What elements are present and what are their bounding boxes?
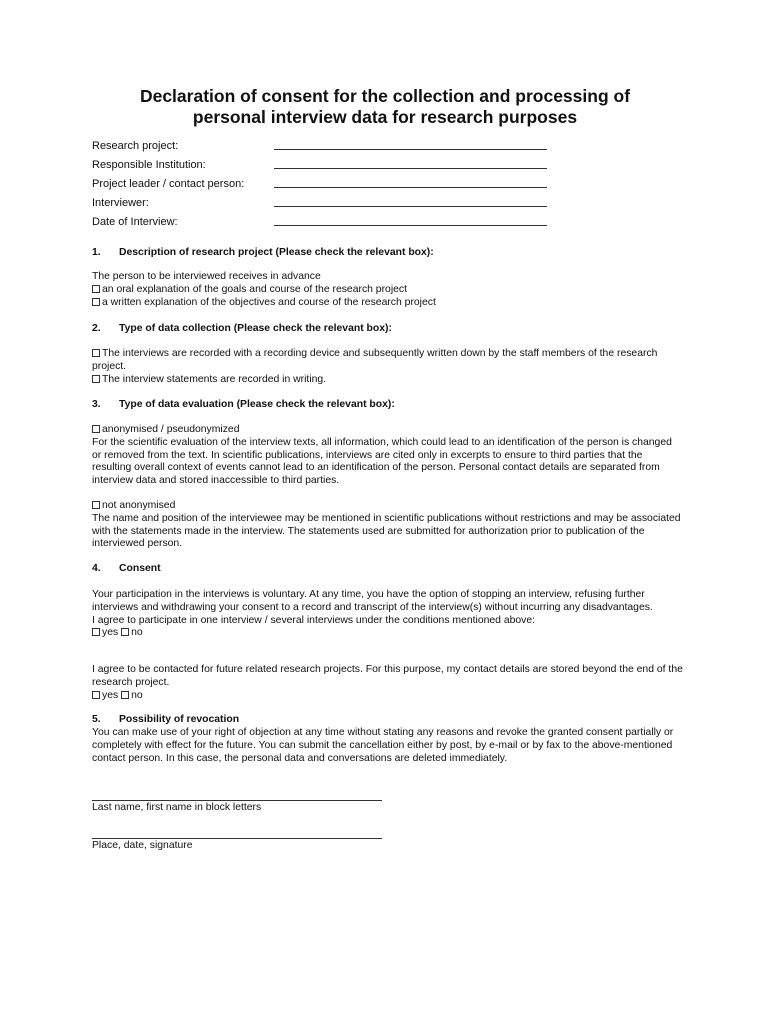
- blank-line[interactable]: [274, 225, 547, 226]
- option-label: not anonymised: [102, 500, 176, 511]
- option-label: an oral explanation of the goals and course of the research project: [102, 283, 407, 295]
- section-4-contact-body: [92, 664, 684, 702]
- future-contact-text: I agree to be contacted for future related research projects. For this purpose, my contact details are stored beyond the end of the research project.: [92, 664, 683, 688]
- title-line-1: Declaration of consent for the collection and processing of: [139, 86, 631, 106]
- place-date-signature-line[interactable]: [92, 838, 382, 839]
- section-5-heading: [92, 714, 239, 725]
- no-label: no: [131, 689, 143, 701]
- checkbox-icon[interactable]: [92, 501, 100, 509]
- agree-participate-text: I agree to participate in one interview / several interviews under the conditions mentioned above:: [92, 614, 536, 626]
- voluntary-participation-text: Your participation in the interviews is voluntary. At any time, you have the option of stopping an interview, refusing further interviews and withdrawing your consent to a record and transcript of the interview(s) without incurring any disadvantages.: [92, 589, 653, 613]
- checkbox-no-icon[interactable]: [121, 628, 129, 636]
- section-1-intro: The person to be interviewed receives in advance: [92, 271, 321, 282]
- name-signature-line[interactable]: [92, 800, 382, 801]
- section-title: Description of research project (Please check the relevant box):: [119, 247, 434, 258]
- option-label: The interviews are recorded with a recording device and subsequently written down by the staff members of the research project.: [92, 348, 658, 372]
- checkbox-icon[interactable]: [92, 298, 100, 306]
- checkbox-icon[interactable]: [92, 349, 100, 357]
- section-title: Consent: [119, 563, 161, 574]
- place-date-signature-label: Place, date, signature: [92, 840, 193, 851]
- blank-line[interactable]: [274, 206, 547, 207]
- section-2-body: [92, 348, 684, 386]
- checkbox-icon[interactable]: [92, 425, 100, 433]
- section-4-heading: [92, 563, 161, 574]
- yes-label: yes: [102, 627, 119, 639]
- option-label: The interview statements are recorded in writing.: [102, 373, 327, 385]
- section-2-heading: [92, 323, 392, 334]
- contact-yes-no: [92, 690, 684, 703]
- field-interviewer: [92, 197, 562, 216]
- option-not-anonymised[interactable]: [92, 500, 684, 513]
- field-project-leader: [92, 178, 562, 197]
- field-label: Interviewer:: [92, 197, 149, 209]
- section-title: Possibility of revocation: [119, 714, 240, 725]
- section-4-body: [92, 589, 684, 640]
- checkbox-icon[interactable]: [92, 375, 100, 383]
- section-3-body-anonymised: [92, 424, 684, 488]
- yes-label: yes: [102, 689, 119, 701]
- blank-line[interactable]: [274, 187, 547, 188]
- anonymised-description: For the scientific evaluation of the interview texts, all information, which could lead to an identification of the person is changed or removed from the text. In scientific publications, interviews are cited only in excerpts to ensure to third parties that the resulting overall context of events cannot lead to an identification of the person. Personal contact details are separated from interview data and stored inaccessible to third parties.: [92, 436, 672, 487]
- blank-line[interactable]: [274, 149, 547, 150]
- section-number: 4.: [92, 563, 101, 574]
- section-number: 2.: [92, 323, 101, 334]
- section-3-body-not-anonymised: [92, 500, 684, 551]
- field-date-of-interview: [92, 216, 562, 235]
- not-anonymised-description: The name and position of the interviewee may be mentioned in scientific publications without restrictions and may be associated with the statements made in the interview. The statements used are submitted for authorization prior to publication of the interviewed person.: [92, 512, 681, 550]
- checkbox-no-icon[interactable]: [121, 691, 129, 699]
- checkbox-yes-icon[interactable]: [92, 691, 100, 699]
- section-1-body: [92, 271, 684, 309]
- title-line-2: personal interview data for research purposes: [192, 107, 578, 127]
- participation-yes-no: [92, 627, 684, 640]
- field-label: Date of Interview:: [92, 216, 178, 228]
- field-label: Project leader / contact person:: [92, 178, 245, 190]
- option-written-statements[interactable]: [92, 374, 684, 387]
- section-number: 1.: [92, 247, 101, 258]
- option-written-explanation[interactable]: [92, 297, 684, 310]
- field-label: Responsible Institution:: [92, 159, 206, 171]
- option-anonymised[interactable]: [92, 424, 684, 437]
- section-title: Type of data collection (Please check the relevant box):: [119, 323, 392, 334]
- field-label: Research project:: [92, 140, 179, 152]
- field-responsible-institution: [92, 159, 562, 178]
- option-label: a written explanation of the objectives and course of the research project: [102, 296, 436, 308]
- document-title: [60, 86, 710, 128]
- section-3-heading: [92, 399, 395, 410]
- option-label: anonymised / pseudonymized: [102, 424, 240, 435]
- field-research-project: [92, 140, 562, 159]
- section-1-heading: [92, 247, 434, 258]
- revocation-text: You can make use of your right of objection at any time without stating any reasons and revoke the granted consent partially or completely with effect for the future. You can submit the cancellation either by post, by e-mail or by fax to the above-mentioned contact person. In this case, the personal data and conversations are deleted immediately.: [92, 727, 674, 764]
- option-oral-explanation[interactable]: [92, 284, 684, 297]
- option-recording-device[interactable]: [92, 348, 684, 374]
- section-5-body: [92, 727, 684, 765]
- project-info-fields: [92, 140, 562, 235]
- checkbox-icon[interactable]: [92, 285, 100, 293]
- section-number: 3.: [92, 399, 101, 410]
- checkbox-yes-icon[interactable]: [92, 628, 100, 636]
- section-title: Type of data evaluation (Please check the relevant box):: [119, 399, 395, 410]
- blank-line[interactable]: [274, 168, 547, 169]
- no-label: no: [131, 627, 143, 639]
- section-number: 5.: [92, 714, 101, 725]
- name-block-letters-label: Last name, first name in block letters: [92, 802, 262, 813]
